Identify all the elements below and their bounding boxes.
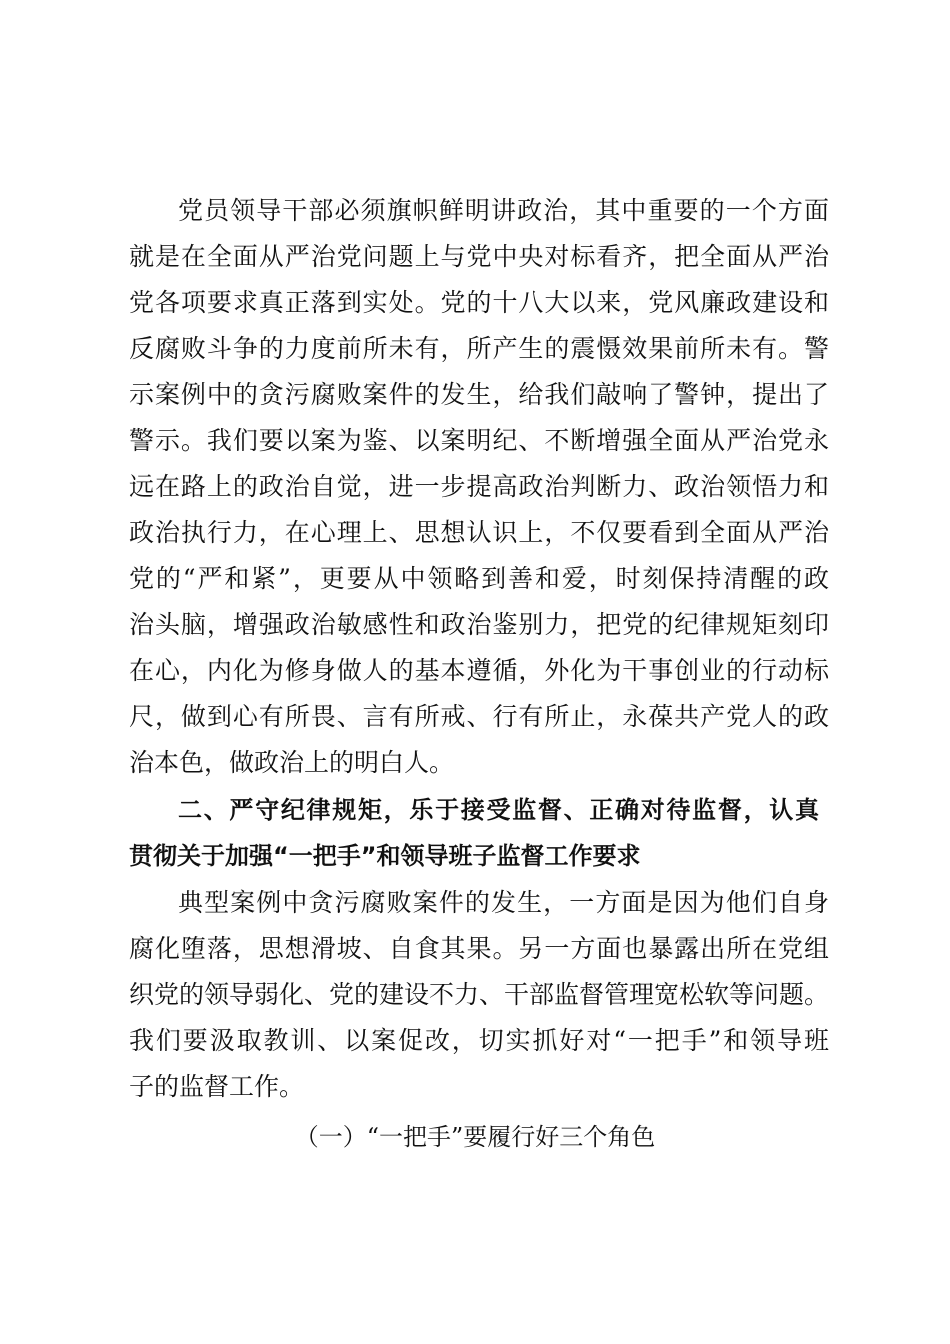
text-line: 织党的领导弱化、党的建设不力、干部监督管理宽松软等问题。 [129,980,830,1009]
text-line: 党员领导干部必须旗帜鲜明讲政治，其中重要的一个方面 [178,196,829,225]
text-line: 党各项要求真正落到实处。党的十八大以来，党风廉政建设和 [129,288,829,317]
text-line: 治头脑，增强政治敏感性和政治鉴别力，把党的纪律规矩刻印 [129,610,829,639]
text-line: 示案例中的贪污腐败案件的发生，给我们敲响了警钟，提出了 [129,380,829,409]
text-line: 远在路上的政治自觉，进一步提高政治判断力、政治领悟力和 [129,472,829,501]
text-line: 治本色，做政治上的明白人。 [129,748,455,777]
text-line: 腐化堕落，思想滑坡、自食其果。另一方面也暴露出所在党组 [129,934,829,963]
text-line: 就是在全面从严治党问题上与党中央对标看齐，把全面从严治 [129,242,829,271]
heading-line: 二、严守纪律规矩，乐于接受监督、正确对待监督，认真 [178,796,819,824]
text-line: 子的监督工作。 [129,1072,305,1101]
subheading-three-roles: （一）“一把手”要履行好三个角色 [294,1123,656,1151]
text-line: 我们要汲取教训、以案促改，切实抓好对“一把手”和领导班 [129,1026,829,1055]
text-line: 在心，内化为修身做人的基本遵循，外化为干事创业的行动标 [129,656,829,685]
text-line: 反腐败斗争的力度前所未有，所产生的震慑效果前所未有。警 [129,334,829,363]
text-line: 政治执行力，在心理上、思想认识上，不仅要看到全面从严治 [129,518,829,547]
heading-line: 贯彻关于加强“一把手”和领导班子监督工作要求 [129,842,641,870]
text-line: 党的“严和紧”，更要从中领略到善和爱，时刻保持清醒的政 [129,564,829,593]
text-line: 尺，做到心有所畏、言有所戒、行有所止，永葆共产党人的政 [129,702,829,731]
text-line: 警示。我们要以案为鉴、以案明纪、不断增强全面从严治党永 [129,426,829,455]
text-line: 典型案例中贪污腐败案件的发生，一方面是因为他们自身 [178,888,829,917]
